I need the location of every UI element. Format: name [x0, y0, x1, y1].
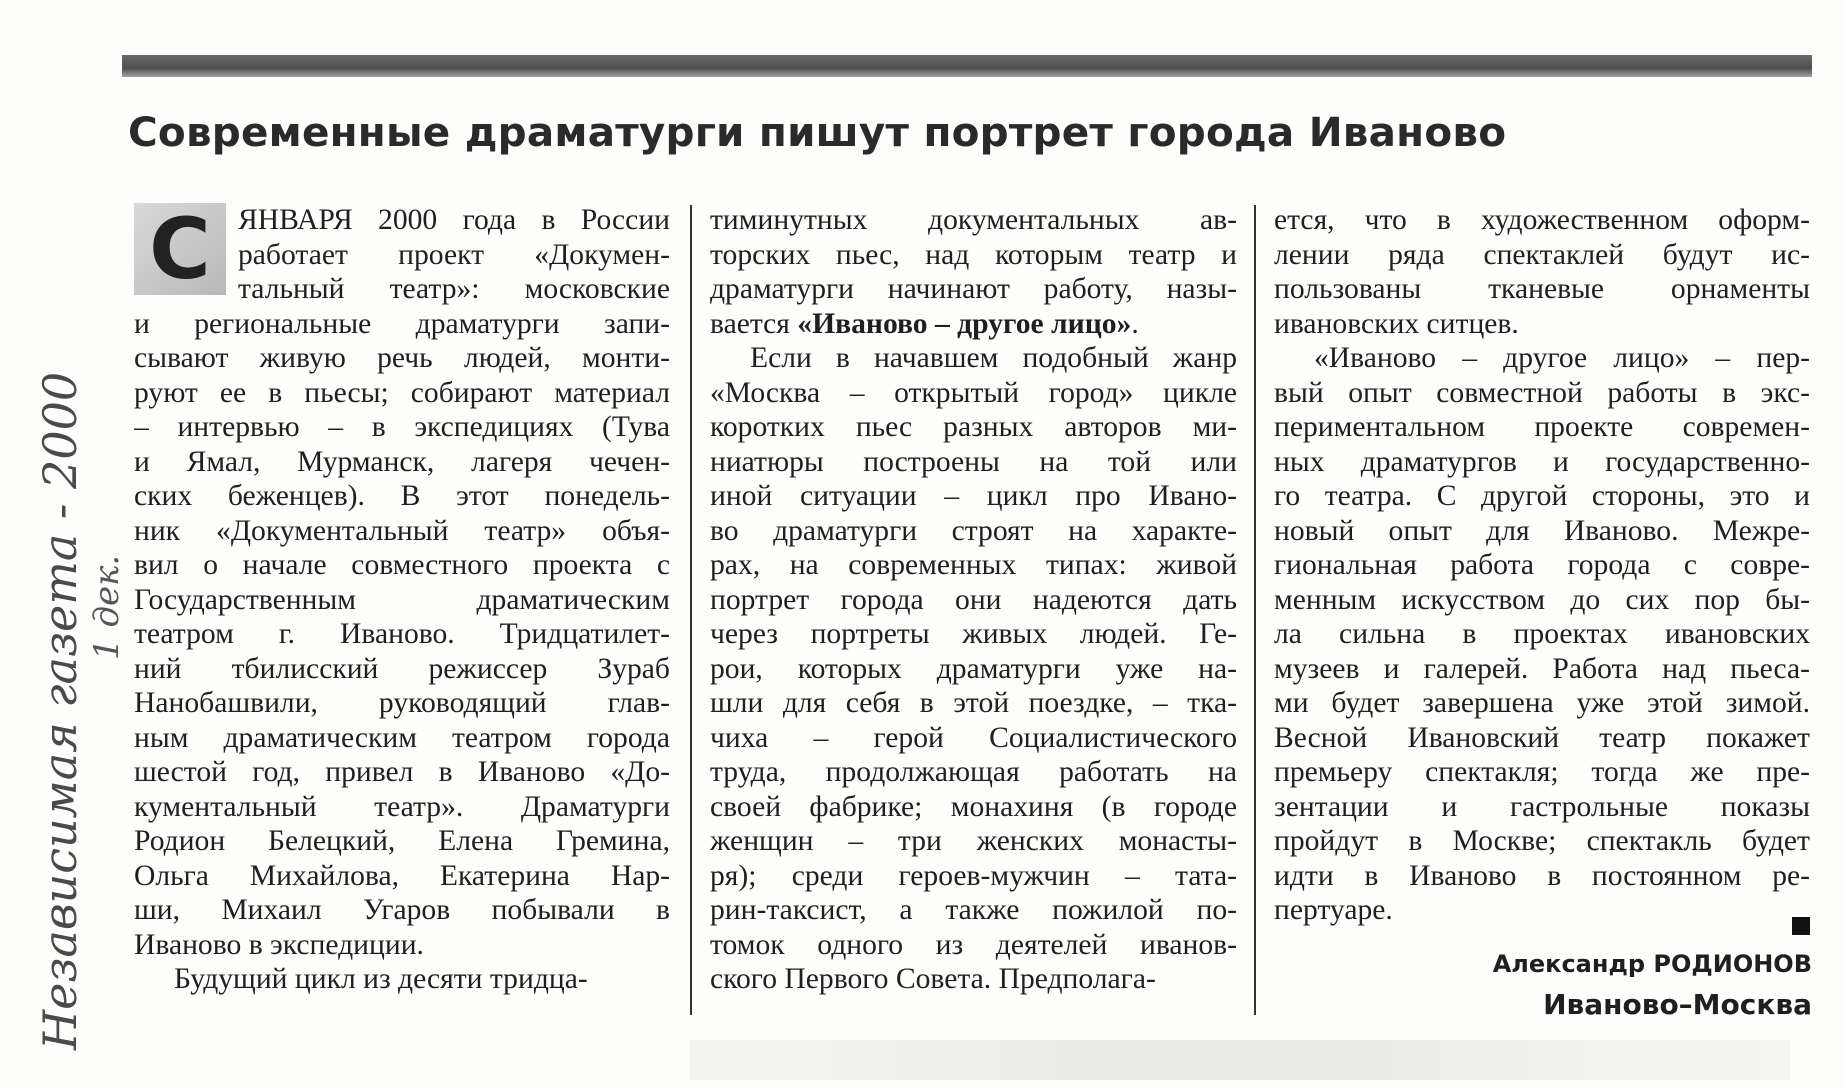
article-line: тальный театр»: московские — [238, 273, 670, 305]
article-line: – интервью – в экспедициях (Тува — [134, 411, 670, 443]
article-line: театром г. Иваново. Тридцатилет- — [134, 618, 670, 650]
article-line: Иваново в экспедиции. — [134, 928, 424, 961]
article-line: новый опыт для Иваново. Межре- — [1274, 514, 1810, 547]
article-line: труда, продолжающая работать на — [710, 756, 1237, 788]
article-column-2 — [710, 203, 1237, 997]
article-line: сывают живую речь людей, монти- — [134, 342, 670, 374]
article-line: ми будет завершена уже этой зимой. — [1274, 687, 1810, 719]
article-column-1 — [134, 200, 670, 997]
handwritten-annotation — [6, 100, 126, 1060]
article-line: менным искусством до сих пор бы- — [1274, 583, 1810, 616]
article-line: Будущий цикл из десяти тридца- — [174, 963, 588, 995]
article-line: ЯНВАРЯ 2000 года в России — [238, 204, 670, 236]
article-line: Ольга Михайлова, Екатерина Нар- — [134, 859, 670, 892]
byline-author: Александр РОДИОНОВ — [1492, 950, 1812, 978]
article-line: рах, на современных типах: живой — [710, 549, 1237, 581]
article-line: через портреты живых людей. Ге- — [710, 618, 1237, 650]
top-rule — [122, 55, 1812, 77]
article-line: ний тбилисский режиссер Зураб — [134, 652, 670, 685]
article-line: Весной Ивановский театр покажет — [1274, 721, 1810, 754]
article-line: го театра. С другой стороны, это и — [1274, 480, 1810, 512]
article-line: руют ее в пьесы; собирают материал — [134, 376, 670, 409]
article-line: ным драматическим театром города — [134, 721, 670, 754]
article-line: портрет города они надеются дать — [710, 583, 1237, 616]
article-line: пользованы тканевые орнаменты — [1274, 273, 1810, 305]
article-line: коротких пьес разных авторов ми- — [710, 411, 1237, 443]
article-line: премьеру спектакля; тогда же пре- — [1274, 756, 1810, 788]
article-line: Нанобашвили, руководящий глав- — [134, 687, 670, 719]
article-line: рои, которых драматурги уже на- — [710, 652, 1237, 685]
project-title-bold: «Иваново – другое лицо» — [797, 307, 1132, 340]
article-line: во драматурги строят на характе- — [710, 514, 1237, 547]
article-line: «Иваново – другое лицо» – пер- — [1314, 342, 1810, 374]
headline: Современные драматурги пишут портрет города Иваново — [128, 108, 1507, 156]
article-line: «Москва – открытый город» цикле — [710, 376, 1237, 409]
article-line: периментальном проекте современ- — [1274, 411, 1810, 443]
article-line: шли для себя в этой поездке, – тка- — [710, 687, 1237, 719]
article-line: ского Первого Совета. Предполага- — [710, 963, 1156, 995]
article-line: рин-таксист, а также пожилой по- — [710, 894, 1237, 926]
article-line: и Ямал, Мурманск, лагеря чечен- — [134, 445, 670, 478]
column-divider-1 — [690, 205, 692, 1015]
byline-place: Иваново–Москва — [1543, 988, 1812, 1021]
article-line: ных драматургов и государственно- — [1274, 445, 1810, 478]
article-line: лении ряда спектаклей будут ис- — [1274, 238, 1810, 271]
article-line: работает проект «Докумен- — [238, 238, 670, 271]
article-line: ских беженцев). В этот понедель- — [134, 480, 670, 512]
article-line: ивановских ситцев. — [1274, 307, 1519, 340]
article-line: Родион Белецкий, Елена Гремина, — [134, 825, 670, 857]
drop-cap-letter: С — [149, 200, 211, 298]
handwritten-secondary-text: 1 дек. — [87, 554, 126, 660]
article-line: ниатюры построены на той или — [710, 445, 1237, 478]
article-line: ется, что в художественном оформ- — [1274, 204, 1810, 236]
bleed-through-text — [690, 1040, 1790, 1080]
article-line: вается «Иваново – другое лицо». — [710, 307, 1139, 340]
article-line: идти в Иваново в постоянном ре- — [1274, 859, 1810, 892]
article-line: вый опыт совместной работы в экс- — [1274, 376, 1810, 409]
article-line: ла сильна в проектах ивановских — [1274, 618, 1810, 650]
article-line: Если в начавшем подобный жанр — [750, 342, 1237, 374]
article-line: ши, Михаил Угаров побывали в — [134, 894, 670, 926]
article-line: пертуаре. — [1274, 894, 1393, 926]
handwritten-main-text: Независимая газета - 2000 — [33, 371, 87, 1050]
article-line: кументальный театр». Драматурги — [134, 790, 670, 823]
handwritten-annotation-svg — [6, 100, 126, 1060]
article-line: своей фабрике; монахиня (в городе — [710, 790, 1237, 823]
article-line: торских пьес, над которым театр и — [710, 238, 1237, 271]
article-column-3 — [1274, 203, 1810, 928]
article-line: Государственным драматическим — [134, 583, 670, 616]
article-line: тиминутных документальных ав- — [710, 204, 1237, 236]
end-of-article-mark — [1792, 917, 1810, 935]
article-line: вил о начале совместного проекта с — [134, 549, 670, 581]
article-line: ник «Документальный театр» объя- — [134, 514, 670, 547]
article-line: зентации и гастрольные показы — [1274, 790, 1810, 823]
article-line: драматурги начинают работу, назы- — [710, 273, 1237, 305]
article-line: чиха – герой Социалистического — [710, 721, 1237, 754]
article-line: гиональная работа города с совре- — [1274, 549, 1810, 581]
article-line: томок одного из деятелей иванов- — [710, 928, 1237, 961]
column-divider-2 — [1254, 205, 1256, 1015]
article-line: шестой год, привел в Иваново «До- — [134, 756, 670, 788]
article-line: ря); среди героев-мужчин – тата- — [710, 859, 1237, 892]
article-line: и региональные драматурги запи- — [134, 307, 670, 340]
article-line: иной ситуации – цикл про Ивано- — [710, 480, 1237, 512]
article-line: пройдут в Москве; спектакль будет — [1274, 825, 1810, 857]
article-line: музеев и галерей. Работа над пьеса- — [1274, 652, 1810, 685]
article-line: женщин – три женских монасты- — [710, 825, 1237, 857]
